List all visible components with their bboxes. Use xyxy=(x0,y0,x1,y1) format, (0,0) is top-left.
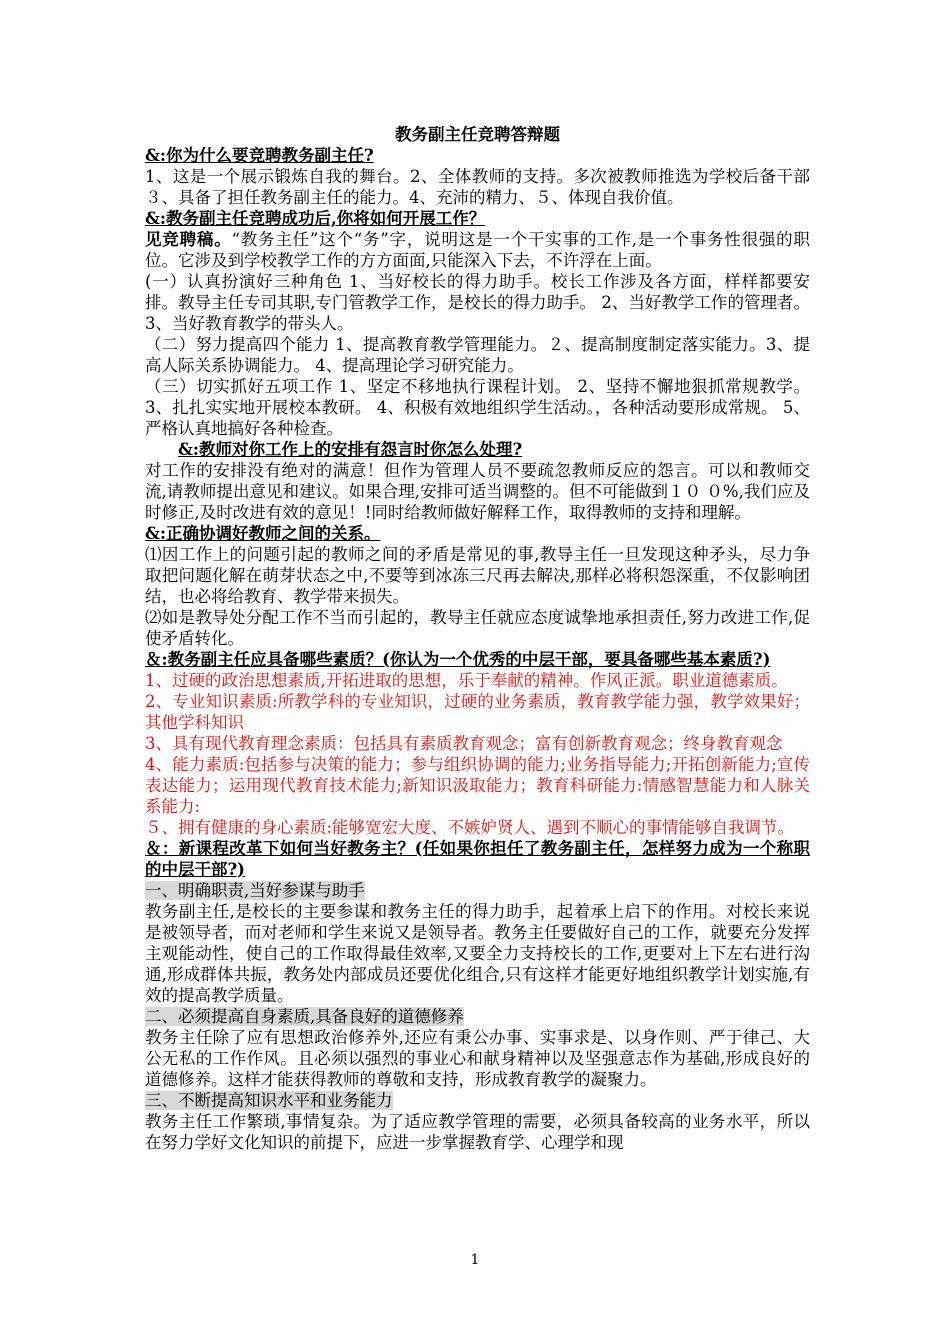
section-3-heading xyxy=(145,1090,810,1111)
section-1-heading xyxy=(145,880,810,901)
answer-5-item-1: 1、过硬的政治思想素质,开拓进取的思想，乐于奉献的精神。作风正派。职业道德素质。 xyxy=(145,671,788,690)
section-2-body: 教务主任除了应有思想政治修养外,还应有秉公办事、实事求是、以身作则、严于律己、大公无私的工作作风。且必须以强烈的事业心和献身精神以及坚强意志作为基础,形成良好的道德修养。这样才能获得教师的尊敬和支持，形成教育教学的凝聚力。 xyxy=(145,1028,810,1089)
answer-2 xyxy=(145,229,810,271)
section-2-heading xyxy=(145,1006,810,1027)
answer-5-item-5: ５、拥有健康的身心素质:能够宽宏大度、不嫉妒贤人、遇到不顺心的事情能够自我调节。 xyxy=(145,818,795,837)
answer-1: 1、这是一个展示锻炼自我的舞台。2、全体教师的支持。多次被教师推选为学校后备干部３、具备了担任教务副主任的能力。4、充沛的精力、５、体现自我价值。 xyxy=(145,167,810,207)
question-5: ＆:教务副主任应具备哪些素质？(你认为一个优秀的中层干部，要具备哪些基本素质?) xyxy=(145,650,771,669)
answer-5-item-3: 3、具有现代教育理念素质：包括具有素质教育观念；富有创新教育观念；终身教育观念 xyxy=(145,734,783,753)
answer-3: 对工作的安排没有绝对的满意！但作为管理人员不要疏忽教师反应的怨言。可以和教师交流,请教师提出意见和建议。如果合理,安排可适当调整的。但不可能做到１０ ０%,我们应及时修正,及时改进有效的意见！!同时给教师做好解释工作，取得教师的支持和理解。 xyxy=(145,461,810,522)
section-1-body: 教务副主任,是校长的主要参谋和教务主任的得力助手，起着承上启下的作用。对校长来说是被领导者，而对老师和学生来说又是领导者。教务主任要做好自己的工作，就要充分发挥主观能动性，使自己的工作取得最佳效率,又要全力支持校长的工作,更要对上下左右进行沟通,形成群体共振，教务处内部成员还要优化组合,只有这样才能更好地组织教学计划实施,有效的提高教学质量。 xyxy=(145,902,810,1005)
section-2-heading-text: 二、必须提高自身素质,具备良好的道德修养 xyxy=(145,1007,464,1026)
question-4: &:正确协调好教师之间的关系。 xyxy=(145,524,381,543)
page-number: 1 xyxy=(470,1252,480,1268)
question-1: &:你为什么要竞聘教务副主任? xyxy=(145,146,374,165)
answer-2-point-3: （三）切实抓好五项工作 1、坚定不移地执行课程计划。 2、坚持不懈地狠抓常规教学。 3、扎扎实实地开展校本教研。 4、积极有效地组织学生活动。，各种活动要形成常规。 5、严格认真地搞好各种检查。 xyxy=(145,377,810,438)
answer-2-text: “教务主任”这个“务”字，说明这是一个干实事的工作,是一个事务性很强的职位。它涉及到学校教学工作的方方面面,只能深入下去，不许浮在上面。 xyxy=(145,230,810,270)
section-3-heading-text: 三、不断提高知识水平和业务能力 xyxy=(145,1091,393,1110)
answer-2-point-1: (一）认真扮演好三种角色 1、当好校长的得力助手。校长工作涉及各方面，样样都要安排。教导主任专司其职,专门管教学工作，是校长的得力助手。 2、当好教学工作的管理者。 3、当好教育教学的带头人。 xyxy=(145,272,810,333)
question-3: &:教师对你工作上的安排有怨言时你怎么处理? xyxy=(178,440,523,459)
document-title: 教务副主任竞聘答辩题 xyxy=(395,125,560,144)
section-3-body: 教务主任工作繁琐,事情复杂。为了适应教学管理的需要，必须具备较高的业务水平，所以在努力学好文化知识的前提下，应进一步掌握教育学、心理学和现 xyxy=(145,1112,810,1152)
answer-2-lead: 见竞聘稿。 xyxy=(145,230,232,249)
answer-5-item-2: 2、专业知识素质:所教学科的专业知识，过硬的业务素质，教育教学能力强，教学效果好；其他学科知识 xyxy=(145,692,810,732)
section-1-heading-text: 一、明确职责,当好参谋与助手 xyxy=(145,881,365,900)
answer-2-point-2: （二）努力提高四个能力 1、提高教育教学管理能力。２、提高制度制定落实能力。3、提高人际关系协调能力。 4、提高理论学习研究能力。 xyxy=(145,335,810,375)
answer-4-item-1: ⑴因工作上的问题引起的教师之间的矛盾是常见的事,教导主任一旦发现这种矛头，尽力争取把问题化解在萌芽状态之中,不要等到冰冻三尺再去解决,那样必将积怨深重，不仅影响团结，也必将给教育、教学带来损失。 xyxy=(145,545,810,606)
document-page xyxy=(145,124,810,1153)
answer-5-item-4: 4、能力素质:包括参与决策的能力；参与组织协调的能力;业务指导能力;开拓创新能力;宣传表达能力；运用现代教育技术能力;新知识汲取能力；教育科研能力:情感智慧能力和人脉关系能力: xyxy=(145,755,810,816)
question-6: ＆：新课程改革下如何当好教务主？(任如果你担任了教务副主任，怎样努力成为一个称职的中层干部?) xyxy=(145,839,810,879)
answer-4-item-2: ⑵如是教导处分配工作不当而引起的，教导主任就应态度诚挚地承担责任,努力改进工作,促使矛盾转化。 xyxy=(145,608,810,648)
question-2: &:教务副主任竞聘成功后,你将如何开展工作？ xyxy=(145,209,486,228)
